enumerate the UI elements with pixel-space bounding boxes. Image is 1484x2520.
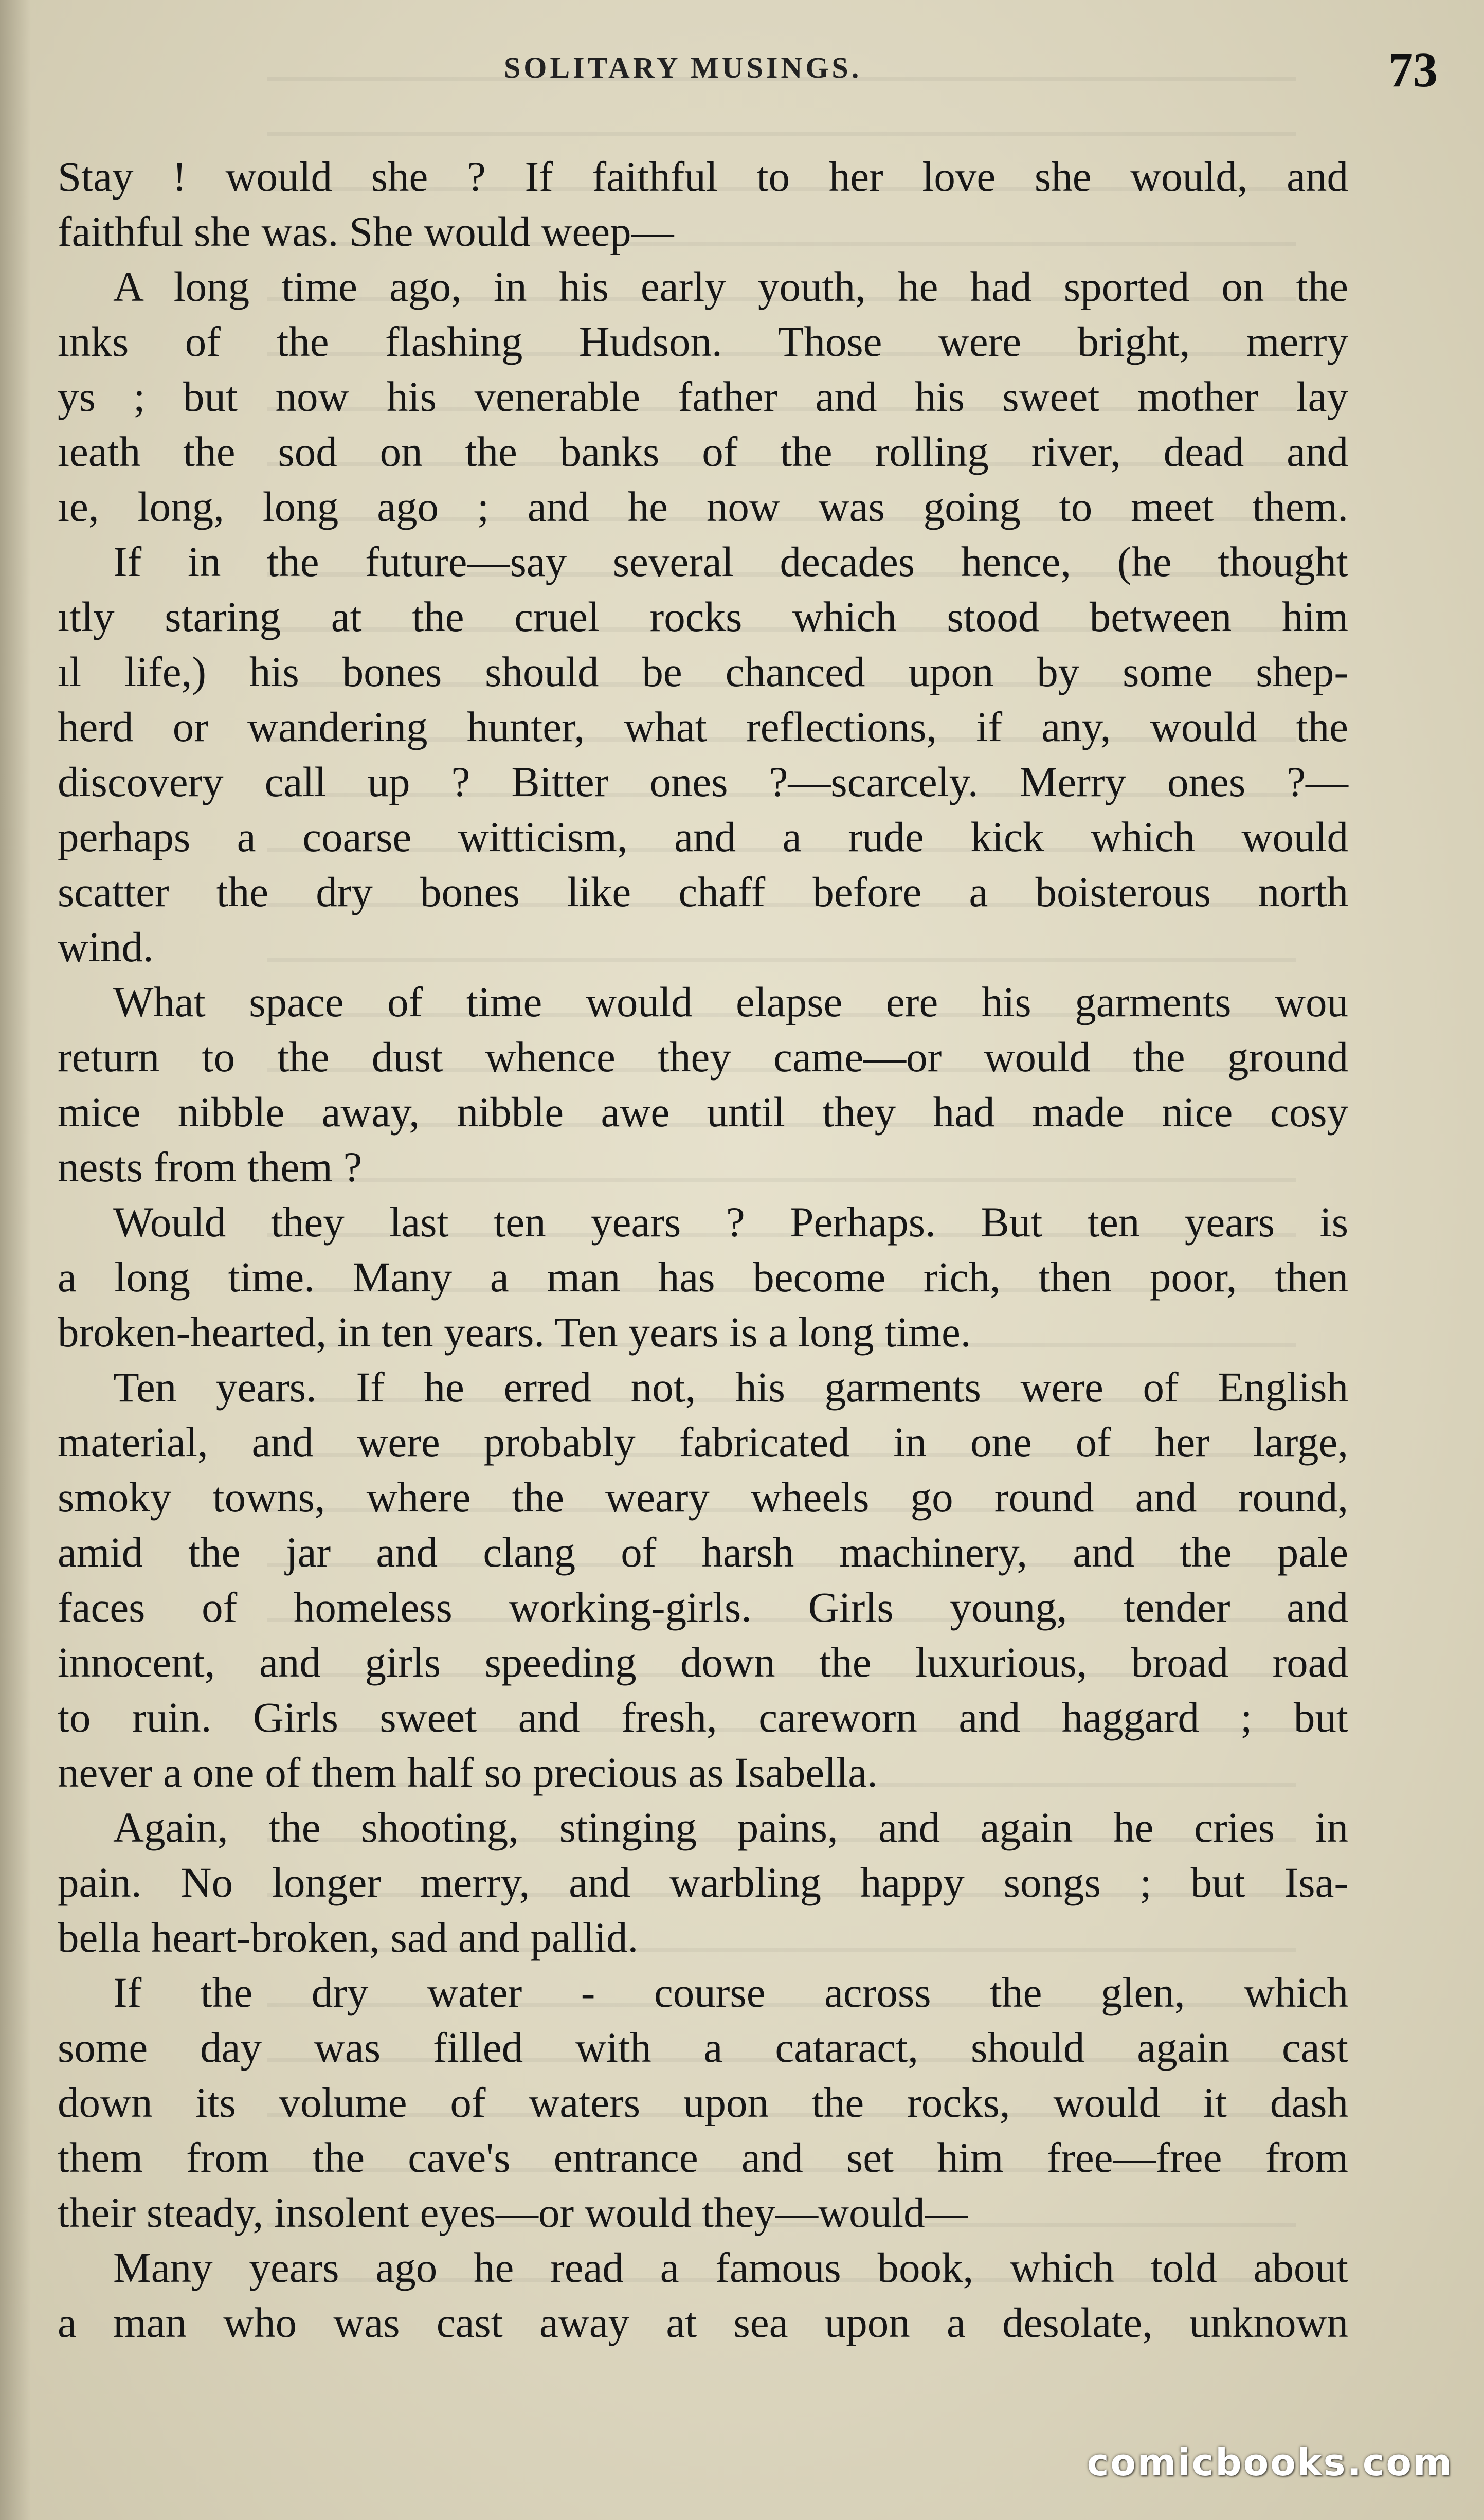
text-line: amid the jar and clang of harsh machinery, and the pale — [58, 1528, 1348, 1576]
site-watermark: comicbooks.com — [1087, 2441, 1453, 2484]
text-line: innocent, and girls speeding down the luxurious, broad road — [58, 1639, 1348, 1686]
body-text — [58, 149, 1348, 2350]
text-line: Would they last ten years ? Perhaps. But ten years is — [113, 1198, 1348, 1246]
text-line: faces of homeless working-girls. Girls young, tender and — [58, 1583, 1348, 1631]
text-line: nests from them ? — [58, 1143, 363, 1191]
text-line: broken-hearted, in ten years. Ten years is a long time. — [58, 1308, 971, 1356]
text-line: them from the cave's entrance and set him free—free from — [58, 2134, 1348, 2181]
text-line: herd or wandering hunter, what reflections, if any, would the — [58, 703, 1348, 750]
text-line: return to the dust whence they came—or would the ground — [58, 1033, 1348, 1081]
text-line: Many years ago he read a famous book, which told about — [113, 2244, 1348, 2291]
text-line: a long time. Many a man has become rich, then poor, then — [58, 1253, 1348, 1301]
text-line: down its volume of waters upon the rocks, would it dash — [58, 2079, 1348, 2126]
text-line: discovery call up ? Bitter ones ?—scarcely. Merry ones ?— — [58, 758, 1348, 805]
text-line: ıeath the sod on the banks of the rolling river, dead and — [58, 428, 1348, 475]
text-line: wind. — [58, 923, 154, 970]
text-line: What space of time would elapse ere his garments wou — [113, 978, 1348, 1025]
text-line: scatter the dry bones like chaff before a boisterous north — [58, 868, 1348, 915]
text-line: never a one of them half so precious as Isabella. — [58, 1749, 878, 1796]
text-line: bella heart-broken, sad and pallid. — [58, 1914, 639, 1961]
text-line: mice nibble away, nibble awe until they had made nice cosy — [58, 1088, 1348, 1136]
text-line: If the dry water - course across the glen, which — [113, 1969, 1348, 2016]
text-line: If in the future—say several decades hence, (he thought — [113, 538, 1348, 585]
page-header — [0, 41, 1484, 103]
text-line: ıe, long, long ago ; and he now was going to meet them. — [58, 483, 1348, 530]
text-line: material, and were probably fabricated in one of her large, — [58, 1418, 1348, 1466]
text-line: A long time ago, in his early youth, he had sported on the — [113, 263, 1348, 310]
text-line: Ten years. If he erred not, his garments were of English — [113, 1363, 1348, 1411]
text-line: to ruin. Girls sweet and fresh, careworn and haggard ; but — [58, 1694, 1348, 1741]
text-line: their steady, insolent eyes—or would they—would— — [58, 2189, 968, 2236]
page-number: 73 — [1388, 42, 1438, 97]
text-line: perhaps a coarse witticism, and a rude kick which would — [58, 813, 1348, 860]
text-line: ys ; but now his venerable father and his sweet mother lay — [58, 373, 1348, 420]
text-line: a man who was cast away at sea upon a desolate, unknown — [58, 2299, 1348, 2346]
text-line: ıl life,) his bones should be chanced upon by some shep- — [58, 648, 1348, 695]
text-line: Again, the shooting, stinging pains, and again he cries in — [113, 1804, 1348, 1851]
text-line: ınks of the flashing Hudson. Those were bright, merry — [58, 318, 1348, 365]
text-line: ıtly staring at the cruel rocks which stood between him — [58, 593, 1348, 640]
text-line: smoky towns, where the weary wheels go round and round, — [58, 1473, 1348, 1521]
text-line: Stay ! would she ? If faithful to her love she would, and — [58, 153, 1348, 200]
text-line: faithful she was. She would weep— — [58, 208, 674, 255]
text-line: pain. No longer merry, and warbling happy songs ; but Isa- — [58, 1859, 1348, 1906]
running-head: SOLITARY MUSINGS. — [504, 51, 862, 84]
page-binding-shadow — [0, 0, 31, 2520]
text-line: some day was filled with a cataract, should again cast — [58, 2024, 1348, 2071]
